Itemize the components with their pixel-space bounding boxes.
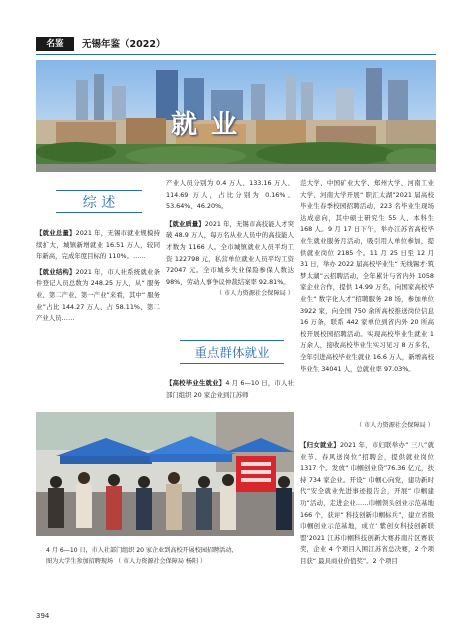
lead-women-employment: 【归女就业】 bbox=[300, 441, 340, 449]
paragraph-employment-structure bbox=[36, 267, 160, 325]
photo-caption-line-1: 4 月 6—10 日，市人社部门组织 20 家企业到高校开展校园招聘活动， bbox=[46, 547, 238, 554]
book-logo-icon: 名鉴 bbox=[36, 37, 74, 51]
banner-char-1: 就 bbox=[171, 110, 212, 140]
key-groups-title-top-rule bbox=[180, 340, 284, 341]
lead-employment-total: 【就业总量】 bbox=[36, 229, 76, 237]
lead-graduate-employment: 【高校毕业生就业】 bbox=[166, 379, 226, 387]
overview-title-bottom-rule bbox=[56, 212, 142, 213]
paragraph-industry-share: 产业人员分别为 0.4 万人、133.16 万人、114.69 万人，占比分别为 0.16%、53.64%、46.20%。 bbox=[166, 179, 294, 211]
source-note-graduates: （ 市人力资源社会保障局 ） bbox=[355, 422, 434, 429]
column-3 bbox=[300, 178, 434, 418]
paragraph-women-employment bbox=[300, 440, 434, 568]
paragraph-employment-total bbox=[36, 228, 160, 263]
overview-title-top-rule bbox=[56, 190, 142, 191]
text-women-employment: 2021 年，市妇联举办“ 三八”就业节、春风送岗位”招聘会，提供就业岗位 1317 个。发放“ 巾帼创业贷”76.36 亿元，扶持 734 家企业。开设“ 巾帼心向党，建功新时代”安全就业先进事迹报告会，开展“ 巾帼建功”活动，走进企业……巾帼领头创业示范基地 166 个，获评“ 科技创新巾帼标兵”，建立省级巾帼创业示范基地，成立‘ 紫创女科技创新联盟’2021 江苏巾帼科技创新大赛苏南片区赛获奖，企业 4 个项目入围江苏省总决赛，2 个项目获“ 最具商业价值奖”。2 个项目 bbox=[300, 441, 434, 565]
text-employment-quality: 2021 年，无锡市高技能人才突破 48.9 万人，每万名从业人员中的高技能人才数为 1166 人。全市城镇就业人员平均工资 122798 元，私营单位就业人员平均工资 72047 元。全市城乡失业保险参保人数达 98%，劳动人事争议仲裁结案率 92.81%。 bbox=[166, 219, 294, 286]
text-employment-total: 2021 年，无锡市就业规模持续扩大，城镇新增就业 16.51 万人，较同年新高，完成年度目标的 110%。…… bbox=[36, 229, 160, 261]
key-groups-title-bottom-rule bbox=[180, 363, 284, 364]
page-number: 394 bbox=[36, 612, 50, 620]
banner-title bbox=[171, 104, 251, 141]
page-header-title: 无锡年鉴（2022） bbox=[82, 39, 166, 50]
photo-caption-line-2: 图为大学生参加招聘现场 （ 市人力资源社会保障局 杨阳 ） bbox=[46, 558, 207, 565]
overview-section-title: 综 述 bbox=[82, 195, 116, 211]
job-fair-photo bbox=[36, 412, 294, 536]
column-2 bbox=[166, 178, 294, 299]
column-2-lower bbox=[166, 378, 294, 401]
lead-employment-quality: 【就业质量】 bbox=[166, 219, 205, 228]
lead-employment-structure: 【就业结构】 bbox=[36, 267, 76, 276]
paragraph-graduate-recruitment: 范大学、中国矿业大学、郑州大学、河南工业大学、河南大学开展“ 职汇太湖”2021 届高校毕业生春季校园招聘活动，223 名毕业生现场达成意向，其中硕士研究生 55 人、本科生 168 人。9 月 17 日下午，举办江苏省高校毕业生就业服务月活动，吸引用人单位参加，提供就业岗位 2185 个。11 月 25 日至 12 月 31 日，举办 2022 届高校毕业生“ 无线锡才·筑梦太湖”云招聘活动，全年累计与省内外 1058 家企业合作，提供 14.99 万名，向国家高校毕业生“ 数字化人才”招聘服务 28 场，参加单位 3922 家，向全国 750 余所高校推送岗位信息 16 万条，联系 442 家单位到省内外 20 所高校开展校园招聘活动。实现高校毕业生就业 1 万余人，接收高校毕业生实习见习 8 万多名，全年引进高校毕业生就业 16.6 万人，新增高校毕业生 34041 人，总就业率 97.03%。 bbox=[300, 179, 434, 373]
photo-caption bbox=[46, 545, 296, 567]
banner-char-2: 业 bbox=[211, 110, 252, 140]
paragraph-graduate-employment bbox=[166, 378, 294, 401]
column-3-lower bbox=[300, 440, 434, 600]
header-divider bbox=[36, 54, 436, 55]
column-1 bbox=[36, 228, 160, 325]
key-groups-section-title: 重点群体就业 bbox=[194, 345, 270, 360]
city-skyline-photo bbox=[36, 60, 436, 172]
text-employment-structure: 2021 年，市人社系统就业条件登记人员总数为 248.25 万人，从“ 服务业、第二产业、第一产业”来看，其中“ 服务业”占比 144.27 万人、占 58.11%、第二产业人员…… bbox=[36, 267, 160, 323]
paragraph-employment-quality bbox=[166, 219, 294, 289]
text-graduate-employment: 4 月 6—10 日，市人社部门组织 20 家企业到江苏师 bbox=[166, 379, 295, 399]
source-note-quality: （ 市人力资源社会保障局 ） bbox=[215, 290, 294, 298]
